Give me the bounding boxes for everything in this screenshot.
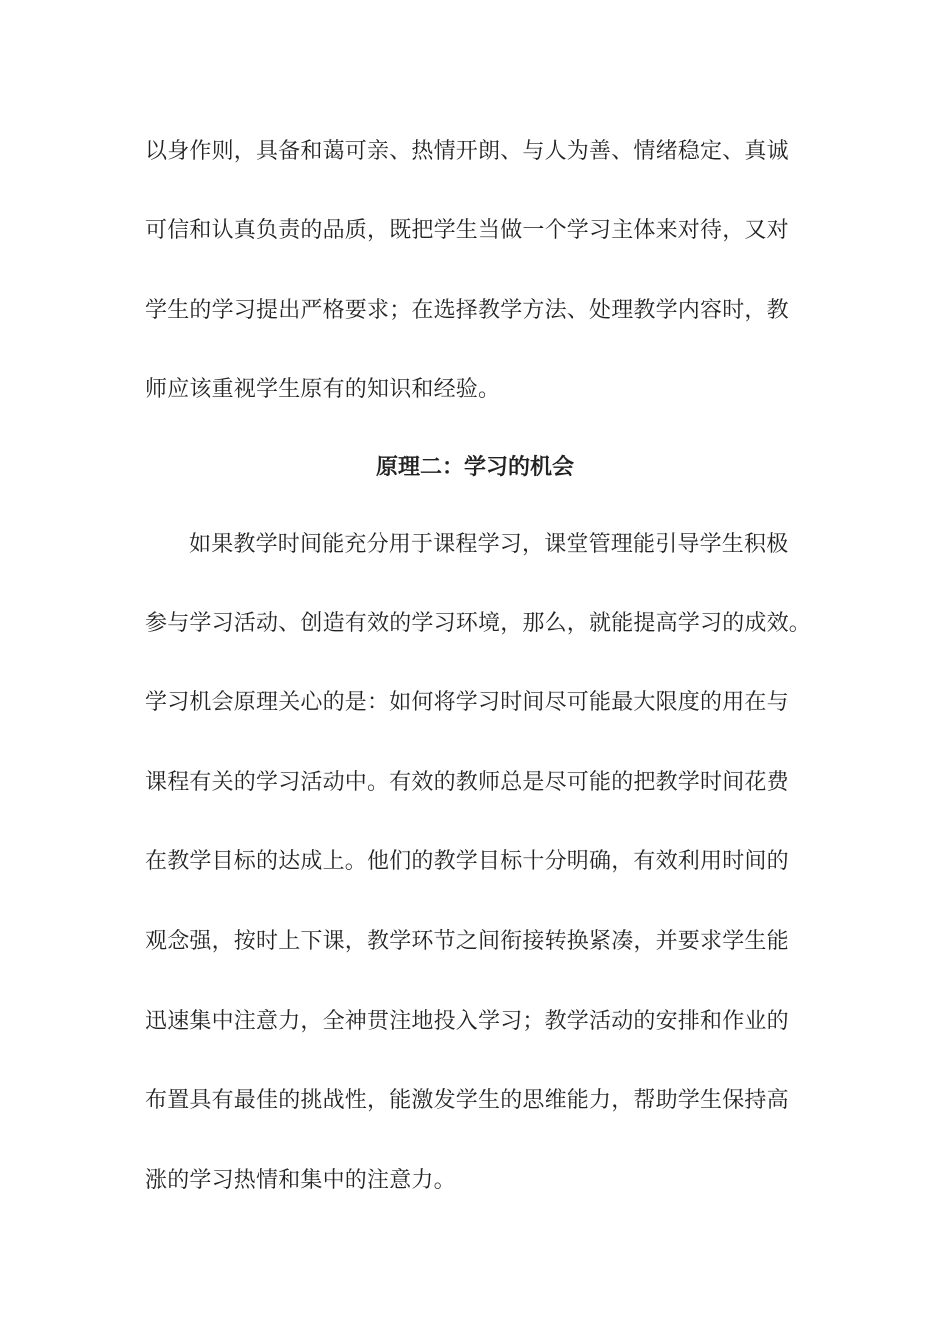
paragraph-2-line-7: 迅速集中注意力，全神贯注地投入学习；教学活动的安排和作业的 xyxy=(145,1009,789,1034)
paragraph-2-line-2: 参与学习活动、创造有效的学习环境，那么，就能提高学习的成效。 xyxy=(145,611,812,636)
paragraph-2-line-4: 课程有关的学习活动中。有效的教师总是尽可能的把教学时间花费 xyxy=(145,770,789,795)
paragraph-2-line-8: 布置具有最佳的挑战性，能激发学生的思维能力，帮助学生保持高 xyxy=(145,1088,789,1113)
paragraph-2-line-3: 学习机会原理关心的是：如何将学习时间尽可能最大限度的用在与 xyxy=(145,690,789,715)
paragraph-2-line-5: 在教学目标的达成上。他们的教学目标十分明确，有效利用时间的 xyxy=(145,849,789,874)
paragraph-2-line-9: 涨的学习热情和集中的注意力。 xyxy=(145,1168,456,1193)
section-heading: 原理二：学习的机会 xyxy=(375,455,574,480)
paragraph-1-line-1: 以身作则，具备和蔼可亲、热情开朗、与人为善、情绪稳定、真诚 xyxy=(145,139,789,164)
paragraph-1-line-3: 学生的学习提出严格要求；在选择教学方法、处理教学内容时，教 xyxy=(145,298,789,323)
paragraph-2-line-1: 如果教学时间能充分用于课程学习，课堂管理能引导学生积极 xyxy=(189,532,789,557)
paragraph-2-line-6: 观念强，按时上下课，教学环节之间衔接转换紧凑，并要求学生能 xyxy=(145,929,789,954)
paragraph-1-line-2: 可信和认真负责的品质，既把学生当做一个学习主体来对待，又对 xyxy=(145,218,789,243)
paragraph-1-line-4: 师应该重视学生原有的知识和经验。 xyxy=(145,377,501,402)
